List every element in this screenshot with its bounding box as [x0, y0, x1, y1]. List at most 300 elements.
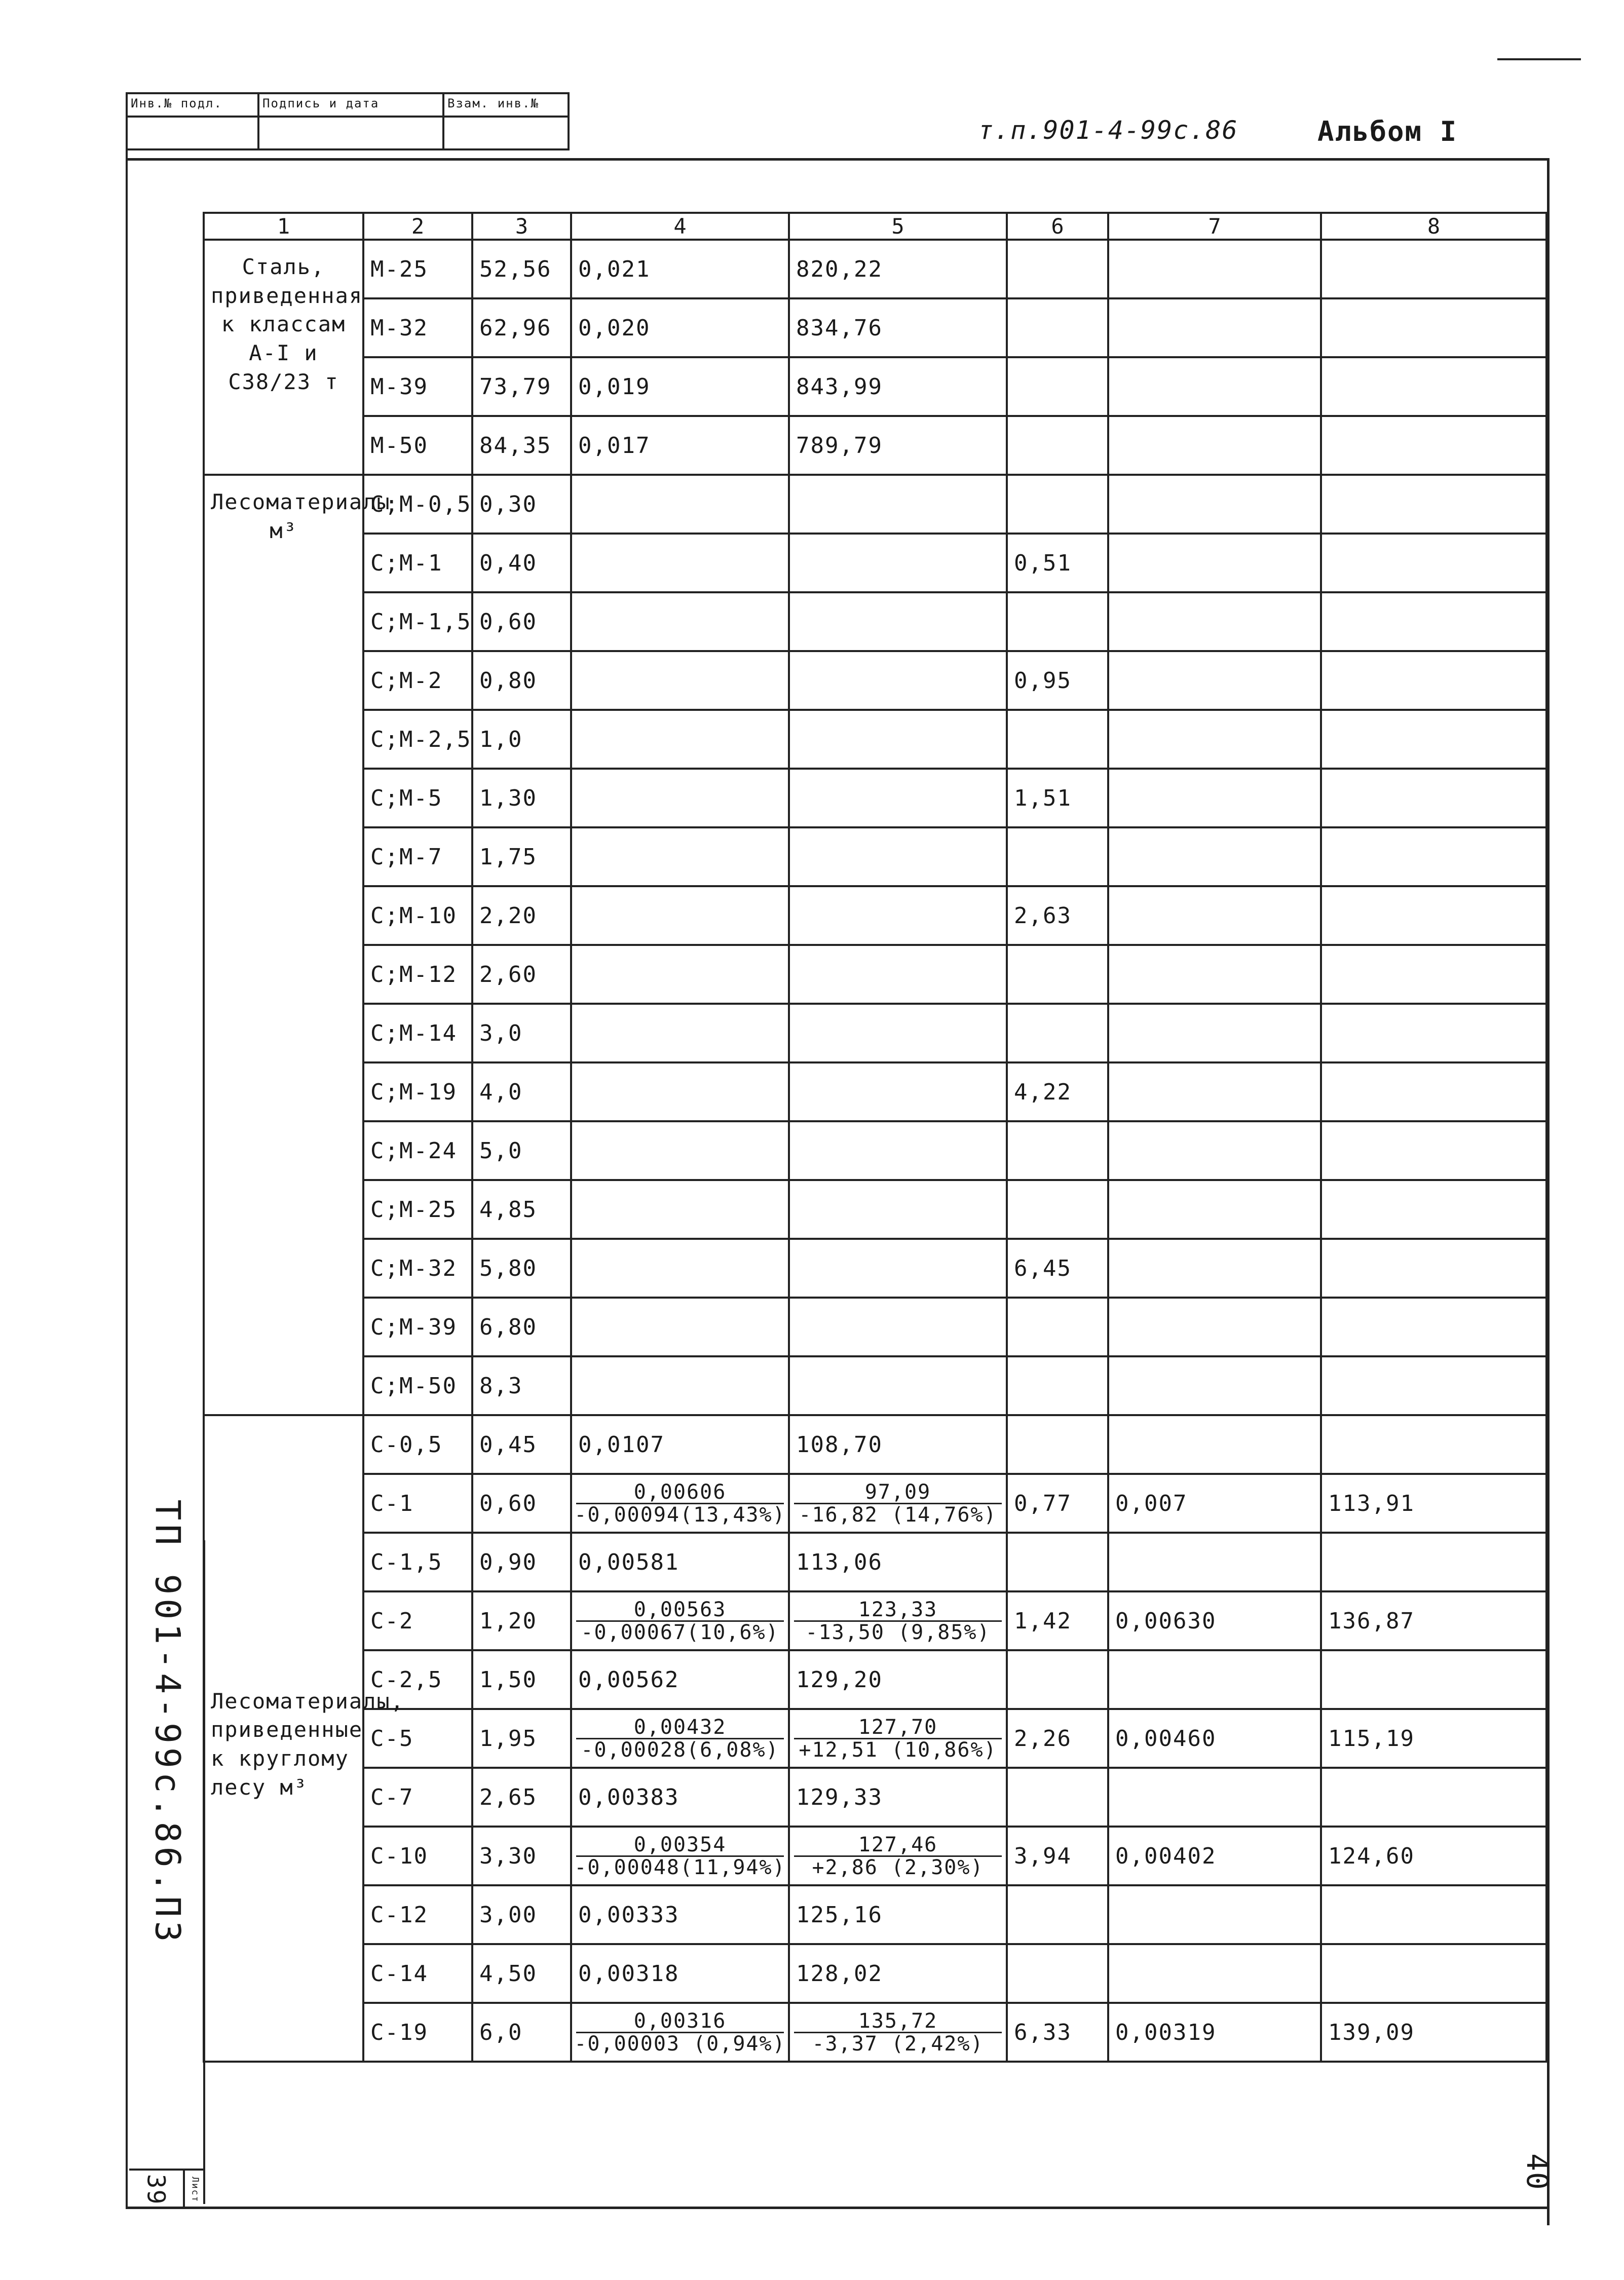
table-row: [204, 475, 1546, 534]
cell-col3: 5,80: [472, 1239, 571, 1298]
fraction-value: [796, 2010, 1000, 2055]
cell-col8: 115,19: [1321, 1709, 1546, 1768]
cell-col7: [1108, 886, 1321, 945]
cell-col4: 0,00562: [571, 1650, 789, 1709]
cell-col7: 0,00460: [1108, 1709, 1321, 1768]
cell-col7: [1108, 945, 1321, 1004]
cell-col4: [571, 886, 789, 945]
cell-col6: [1007, 475, 1108, 534]
table-row: [204, 1768, 1546, 1827]
cell-col5: [789, 886, 1007, 945]
cell-col7: [1108, 240, 1321, 298]
cell-col6: [1007, 240, 1108, 298]
materials-table: [203, 212, 1547, 2063]
fraction-value: [574, 1833, 786, 1879]
cell-col3: 6,80: [472, 1298, 571, 1356]
cell-col6: [1007, 1885, 1108, 1944]
col-header: 5: [789, 213, 1007, 240]
cell-col3: 1,50: [472, 1650, 571, 1709]
cell-col6: [1007, 945, 1108, 1004]
cell-col6: [1007, 1768, 1108, 1827]
cell-col4: [571, 592, 789, 651]
table-row: [204, 769, 1546, 827]
table-row: [204, 945, 1546, 1004]
cell-col4: [571, 710, 789, 769]
cell-mark: С-10: [363, 1827, 472, 1885]
cell-col7: 0,007: [1108, 1474, 1321, 1533]
cell-col3: 1,0: [472, 710, 571, 769]
cell-col8: [1321, 769, 1546, 827]
table-body: [204, 240, 1546, 2062]
table-row: [204, 1885, 1546, 1944]
fraction-denominator: -0,00003 (0,94%): [574, 2032, 786, 2056]
table-row: [204, 1180, 1546, 1239]
table-row: [204, 1121, 1546, 1180]
cell-col4: 0,0107: [571, 1415, 789, 1474]
cell-col5: 789,79: [789, 416, 1007, 475]
cell-col3: 0,60: [472, 1474, 571, 1533]
cell-col7: [1108, 1356, 1321, 1415]
cell-col8: [1321, 1415, 1546, 1474]
cell-mark: С;М-2: [363, 651, 472, 710]
cell-col4: [571, 1298, 789, 1356]
cell-col5: [789, 1180, 1007, 1239]
col-header: 6: [1007, 213, 1108, 240]
cell-col5: 843,99: [789, 357, 1007, 416]
cell-mark: С-1,5: [363, 1533, 472, 1591]
cell-col7: 0,00402: [1108, 1827, 1321, 1885]
fraction-value: [574, 2009, 786, 2056]
cell-col5: [789, 945, 1007, 1004]
cell-mark: С;М-12: [363, 945, 472, 1004]
cell-mark: С-14: [363, 1944, 472, 2003]
cell-col3: 0,90: [472, 1533, 571, 1591]
cell-col6: [1007, 1004, 1108, 1062]
cell-col5: [789, 1356, 1007, 1415]
cell-col8: 113,91: [1321, 1474, 1546, 1533]
fraction-numerator: 97,09: [794, 1481, 1002, 1504]
cell-col4: 0,020: [571, 298, 789, 357]
cell-col7: [1108, 710, 1321, 769]
cell-col6: 0,77: [1007, 1474, 1108, 1533]
cell-mark: С;М-5: [363, 769, 472, 827]
cell-col6: [1007, 298, 1108, 357]
cell-col3: 62,96: [472, 298, 571, 357]
material-group-label: Сталь, приведенная к классам А-I и С38/23 т: [204, 240, 363, 475]
cell-mark: С-12: [363, 1885, 472, 1944]
cell-col3: 6,0: [472, 2003, 571, 2062]
fraction-denominator: -0,00048(11,94%): [574, 1855, 786, 1879]
cell-mark: С;М-50: [363, 1356, 472, 1415]
fraction-numerator: 0,00316: [576, 2010, 784, 2033]
cell-col4: [571, 651, 789, 710]
cell-col3: 0,45: [472, 1415, 571, 1474]
cell-col7: [1108, 416, 1321, 475]
cell-mark: С;М-2,5: [363, 710, 472, 769]
cell-col5: [789, 1004, 1007, 1062]
cell-col7: [1108, 592, 1321, 651]
cell-col5: [789, 769, 1007, 827]
cell-col3: 0,40: [472, 534, 571, 592]
cell-col5: [789, 651, 1007, 710]
col-header: 8: [1321, 213, 1546, 240]
cell-col3: 1,75: [472, 827, 571, 886]
cell-col5: [789, 710, 1007, 769]
cell-col8: [1321, 357, 1546, 416]
cell-mark: С;М-7: [363, 827, 472, 886]
fraction-value: [796, 1481, 1000, 1526]
cell-col7: [1108, 1415, 1321, 1474]
material-group-label: Лесоматериалы, приведенные к круглому лесу м³: [204, 1415, 363, 2062]
cell-col3: 4,50: [472, 1944, 571, 2003]
cell-col6: 3,94: [1007, 1827, 1108, 1885]
cell-col4: 0,00581: [571, 1533, 789, 1591]
cell-col6: [1007, 1356, 1108, 1415]
cell-col6: [1007, 1944, 1108, 2003]
cell-mark: С-5: [363, 1709, 472, 1768]
cell-col5: [789, 1827, 1007, 1885]
cell-col8: [1321, 298, 1546, 357]
document-code: т.п.901-4-99с.86: [978, 116, 1238, 145]
cell-col3: 3,30: [472, 1827, 571, 1885]
cell-mark: С;М-19: [363, 1062, 472, 1121]
cell-mark: С;М-25: [363, 1180, 472, 1239]
cell-col8: [1321, 1239, 1546, 1298]
cell-col4: [571, 1827, 789, 1885]
cell-col3: 4,0: [472, 1062, 571, 1121]
cell-col7: [1108, 1298, 1321, 1356]
cell-col4: [571, 1180, 789, 1239]
table-row: [204, 1474, 1546, 1533]
cell-col6: 0,95: [1007, 651, 1108, 710]
sheet-number: 39: [142, 2174, 170, 2206]
cell-col4: [571, 1239, 789, 1298]
frame-top: [126, 158, 1550, 161]
cell-col8: [1321, 651, 1546, 710]
cell-col4: 0,019: [571, 357, 789, 416]
table-row: [204, 1415, 1546, 1474]
cell-col3: 0,80: [472, 651, 571, 710]
cell-col3: 2,60: [472, 945, 571, 1004]
cell-col3: 52,56: [472, 240, 571, 298]
table-row: [204, 1239, 1546, 1298]
cell-col4: [571, 475, 789, 534]
cell-col7: [1108, 475, 1321, 534]
cell-col7: [1108, 1944, 1321, 2003]
fraction-numerator: 127,70: [794, 1717, 1002, 1739]
cell-col8: 124,60: [1321, 1827, 1546, 1885]
cell-col7: [1108, 827, 1321, 886]
table-row: [204, 2003, 1546, 2062]
fraction-value: [578, 1717, 782, 1761]
stamp-blank-2: [259, 118, 444, 148]
cell-mark: М-50: [363, 416, 472, 475]
cell-mark: С;М-39: [363, 1298, 472, 1356]
cell-col7: [1108, 769, 1321, 827]
fraction-numerator: 0,00354: [576, 1834, 784, 1857]
cell-col3: 2,65: [472, 1768, 571, 1827]
cell-col4: [571, 1121, 789, 1180]
cell-col4: [571, 534, 789, 592]
col-header: 4: [571, 213, 789, 240]
cell-col8: [1321, 1062, 1546, 1121]
cell-col3: 2,20: [472, 886, 571, 945]
cell-col5: [789, 827, 1007, 886]
cell-col6: [1007, 1533, 1108, 1591]
table-row: [204, 357, 1546, 416]
table-row: [204, 1298, 1546, 1356]
cell-col6: 6,45: [1007, 1239, 1108, 1298]
cell-col8: [1321, 240, 1546, 298]
cell-col8: [1321, 1768, 1546, 1827]
cell-col7: [1108, 1121, 1321, 1180]
fraction-numerator: 135,72: [794, 2010, 1002, 2033]
cell-col6: 0,51: [1007, 534, 1108, 592]
cell-col8: [1321, 534, 1546, 592]
table-row: [204, 1827, 1546, 1885]
cell-col8: [1321, 827, 1546, 886]
approval-stamp: [126, 92, 570, 150]
cell-col4: [571, 827, 789, 886]
fraction-numerator: 0,00606: [576, 1481, 784, 1504]
fraction-numerator: 0,00432: [576, 1717, 784, 1739]
cell-mark: С-1: [363, 1474, 472, 1533]
table-row: [204, 1533, 1546, 1591]
cell-col5: [789, 1709, 1007, 1768]
cell-col4: [571, 2003, 789, 2062]
stamp-col-signature: Подпись и дата: [259, 94, 444, 116]
cell-col6: 1,51: [1007, 769, 1108, 827]
cell-col4: 0,00318: [571, 1944, 789, 2003]
fraction-denominator: +2,86 (2,30%): [812, 1855, 984, 1879]
table-row: [204, 298, 1546, 357]
cell-col8: [1321, 1121, 1546, 1180]
cell-mark: М-25: [363, 240, 472, 298]
fraction-value: [796, 1599, 1000, 1643]
cell-col8: [1321, 1298, 1546, 1356]
cell-col6: [1007, 1415, 1108, 1474]
fraction-numerator: 123,33: [794, 1599, 1002, 1622]
fraction-denominator: +12,51 (10,86%): [799, 1738, 997, 1762]
stamp-col-inv: Инв.№ подл.: [128, 94, 259, 116]
cell-mark: С;М-24: [363, 1121, 472, 1180]
cell-col5: [789, 1239, 1007, 1298]
cell-col8: [1321, 475, 1546, 534]
cell-mark: С;М-1,5: [363, 592, 472, 651]
cell-mark: С;М-32: [363, 1239, 472, 1298]
cell-col4: 0,017: [571, 416, 789, 475]
cell-col3: 73,79: [472, 357, 571, 416]
table-row: [204, 1062, 1546, 1121]
page-number: 40: [1520, 2153, 1555, 2191]
cell-col5: 113,06: [789, 1533, 1007, 1591]
cell-mark: С;М-1: [363, 534, 472, 592]
cell-col3: 0,60: [472, 592, 571, 651]
table-row: [204, 651, 1546, 710]
cell-col3: 5,0: [472, 1121, 571, 1180]
table-row: [204, 240, 1546, 298]
table-row: [204, 1650, 1546, 1709]
table-row: [204, 1356, 1546, 1415]
cell-col5: [789, 1121, 1007, 1180]
cell-col7: [1108, 651, 1321, 710]
cell-mark: С-0,5: [363, 1415, 472, 1474]
col-header: 1: [204, 213, 363, 240]
frame-inner-line: [126, 1540, 128, 2209]
cell-col3: 1,20: [472, 1591, 571, 1650]
cell-col7: [1108, 534, 1321, 592]
cell-mark: С-7: [363, 1768, 472, 1827]
cell-col3: 1,95: [472, 1709, 571, 1768]
col-header: 7: [1108, 213, 1321, 240]
cell-mark: С;М-10: [363, 886, 472, 945]
col-header: 2: [363, 213, 472, 240]
fraction-denominator: -13,50 (9,85%): [805, 1620, 991, 1644]
cell-col4: [571, 1474, 789, 1533]
cell-col6: [1007, 592, 1108, 651]
cell-col6: [1007, 827, 1108, 886]
stamp-blank-3: [444, 118, 568, 148]
cell-mark: М-39: [363, 357, 472, 416]
fraction-value: [796, 1834, 1000, 1878]
table-row: [204, 827, 1546, 886]
table-row: [204, 416, 1546, 475]
cell-col8: [1321, 1650, 1546, 1709]
cell-mark: С-19: [363, 2003, 472, 2062]
cell-mark: М-32: [363, 298, 472, 357]
cell-col8: [1321, 1004, 1546, 1062]
cell-col8: [1321, 710, 1546, 769]
cell-col5: [789, 1591, 1007, 1650]
cell-col5: [789, 475, 1007, 534]
cell-col5: 129,20: [789, 1650, 1007, 1709]
cell-col6: [1007, 710, 1108, 769]
cell-col7: 0,00630: [1108, 1591, 1321, 1650]
cell-col5: 834,76: [789, 298, 1007, 357]
table-row: [204, 1591, 1546, 1650]
cell-col7: [1108, 357, 1321, 416]
cell-col3: 1,30: [472, 769, 571, 827]
cell-col4: [571, 1591, 789, 1650]
cell-col4: 0,00333: [571, 1885, 789, 1944]
cell-col7: [1108, 1533, 1321, 1591]
cell-col3: 3,00: [472, 1885, 571, 1944]
cell-col6: 4,22: [1007, 1062, 1108, 1121]
cell-col5: [789, 2003, 1007, 2062]
cell-col4: [571, 1356, 789, 1415]
cell-col8: 136,87: [1321, 1591, 1546, 1650]
cell-mark: С;М-14: [363, 1004, 472, 1062]
cell-col5: [789, 1062, 1007, 1121]
cell-col4: [571, 1004, 789, 1062]
table-row: [204, 710, 1546, 769]
cell-col7: [1108, 1062, 1321, 1121]
cell-mark: С-2,5: [363, 1650, 472, 1709]
cell-col5: [789, 1298, 1007, 1356]
table-row: [204, 592, 1546, 651]
cell-col5: [789, 534, 1007, 592]
cell-col8: [1321, 1944, 1546, 2003]
cell-col7: [1108, 1650, 1321, 1709]
cell-col6: 1,42: [1007, 1591, 1108, 1650]
side-document-code: ТП 901-4-99с.86.ПЗ: [147, 1499, 187, 1946]
cell-col3: 8,3: [472, 1356, 571, 1415]
cell-col4: [571, 1709, 789, 1768]
cell-col8: 139,09: [1321, 2003, 1546, 2062]
fraction-value: [578, 1599, 782, 1643]
fraction-numerator: 127,46: [794, 1834, 1002, 1857]
cell-col5: 128,02: [789, 1944, 1007, 2003]
cell-col4: 0,021: [571, 240, 789, 298]
fraction-denominator: -0,00067(10,6%): [581, 1620, 779, 1644]
cell-col6: [1007, 1298, 1108, 1356]
cell-col5: [789, 1474, 1007, 1533]
fraction-denominator: -3,37 (2,42%): [812, 2032, 984, 2056]
fraction-denominator: -0,00028(6,08%): [581, 1738, 779, 1762]
cell-col8: [1321, 1180, 1546, 1239]
table-row: [204, 1944, 1546, 2003]
cell-mark: С-2: [363, 1591, 472, 1650]
cell-col5: 108,70: [789, 1415, 1007, 1474]
album-label: Альбом I: [1317, 116, 1458, 147]
cell-col8: [1321, 1356, 1546, 1415]
cell-col5: 125,16: [789, 1885, 1007, 1944]
sheet-number-box: [129, 2169, 205, 2209]
cell-col8: [1321, 1885, 1546, 1944]
table-row: [204, 1709, 1546, 1768]
cell-col6: [1007, 1121, 1108, 1180]
fraction-numerator: 0,00563: [576, 1599, 784, 1622]
table-row: [204, 1004, 1546, 1062]
cell-col8: [1321, 416, 1546, 475]
cell-col3: 84,35: [472, 416, 571, 475]
cell-col8: [1321, 1533, 1546, 1591]
table-row: [204, 886, 1546, 945]
cell-col5: 129,33: [789, 1768, 1007, 1827]
cell-col3: 0,30: [472, 475, 571, 534]
cell-col4: [571, 1062, 789, 1121]
cell-col4: [571, 945, 789, 1004]
cell-col7: [1108, 1885, 1321, 1944]
material-group-label: Лесоматериалы м³: [204, 475, 363, 1415]
cell-col4: [571, 769, 789, 827]
cell-col6: 6,33: [1007, 2003, 1108, 2062]
cell-col7: [1108, 1004, 1321, 1062]
cell-col7: 0,00319: [1108, 2003, 1321, 2062]
cell-mark: С;М-0,5: [363, 475, 472, 534]
cell-col8: [1321, 886, 1546, 945]
cell-col6: 2,26: [1007, 1709, 1108, 1768]
frame-bottom: [126, 2207, 1550, 2209]
cell-col7: [1108, 1239, 1321, 1298]
column-number-row: [204, 213, 1546, 240]
stamp-col-replace: Взам. инв.№: [447, 96, 539, 110]
cell-col3: 3,0: [472, 1004, 571, 1062]
cell-col3: 4,85: [472, 1180, 571, 1239]
fraction-denominator: -16,82 (14,76%): [799, 1503, 997, 1527]
cell-col6: 2,63: [1007, 886, 1108, 945]
cell-col8: [1321, 945, 1546, 1004]
cell-col6: [1007, 1180, 1108, 1239]
cell-col7: [1108, 1180, 1321, 1239]
cell-col7: [1108, 1768, 1321, 1827]
cell-col8: [1321, 592, 1546, 651]
cell-col4: 0,00383: [571, 1768, 789, 1827]
cell-col5: 820,22: [789, 240, 1007, 298]
cell-col6: [1007, 1650, 1108, 1709]
cell-col6: [1007, 416, 1108, 475]
sheet-label: Лист: [183, 2171, 205, 2209]
